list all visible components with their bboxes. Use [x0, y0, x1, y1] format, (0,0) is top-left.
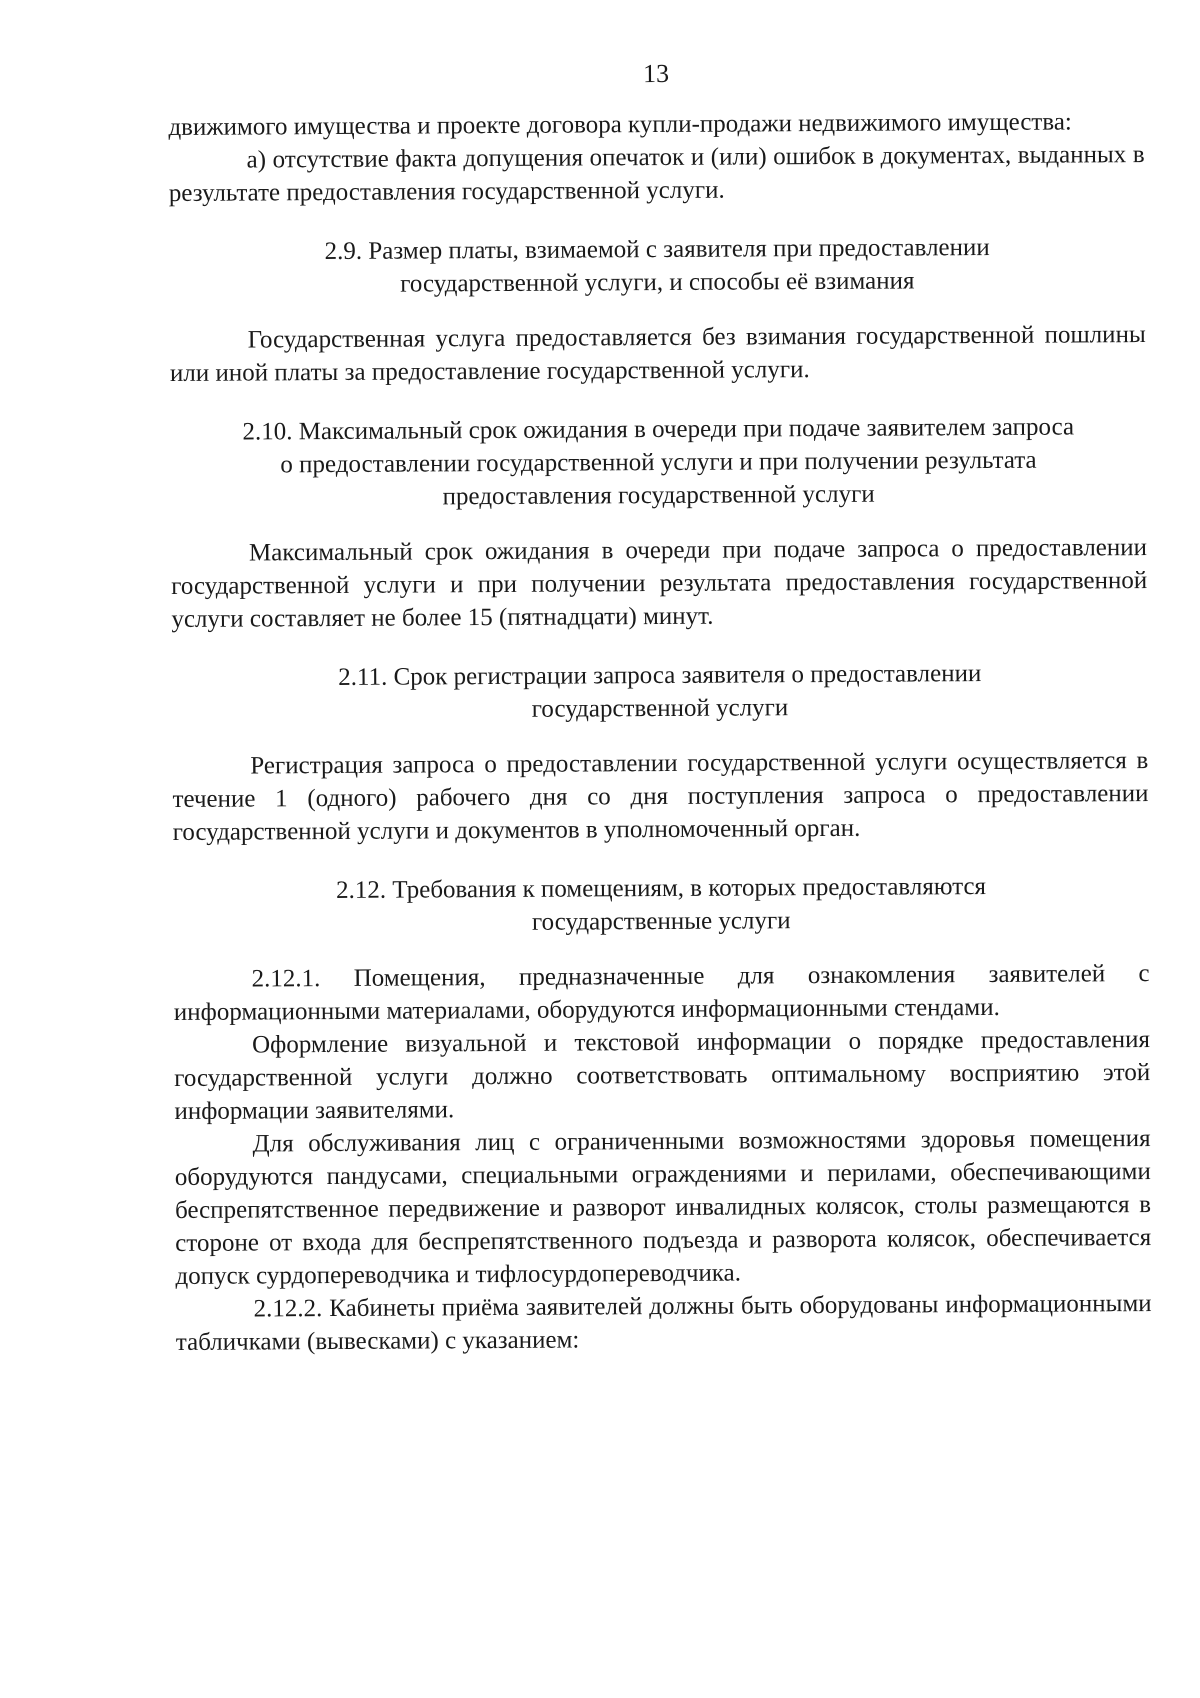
section-heading-2-9 [229, 230, 1085, 301]
document-body [168, 54, 1152, 1359]
heading-line: государственной услуги, и способы её взимания [400, 267, 915, 298]
paragraph-2-11: Регистрация запроса о предоставлении государственной услуги осуществляется в течение 1 (одного) рабочего дня со дня поступления запроса о предоставлении государственной услуги и документов в уполномоченный орган. [172, 747, 1149, 846]
heading-line: государственной услуги [531, 694, 789, 723]
heading-line: 2.11. Срок регистрации запроса заявителя о предоставлении [338, 660, 982, 691]
page-number: 13 [643, 58, 670, 89]
heading-line: 2.12. Требования к помещениям, в которых предоставляются [336, 873, 987, 904]
heading-line: 2.9. Размер платы, взимаемой с заявителя при предоставлении [324, 233, 990, 266]
paragraph-intro: движимого имущества и проекте договора купли-продажи недвижимого имущества: [168, 108, 1072, 141]
heading-line: 2.10. Максимальный срок ожидания в очереди при подаче заявителем запроса [242, 413, 1075, 446]
paragraph-2-9: Государственная услуга предоставляется без взимания государственной пошлины или иной платы за предоставление государственной услуги. [169, 321, 1146, 387]
paragraph-2-12-1: 2.12.1. Помещения, предназначенные для ознакомления заявителей с информационными материалами, оборудуются информационными стендами. [173, 960, 1150, 1026]
paragraph-accessibility: Для обслуживания лиц с ограниченными возможностями здоровья помещения оборудуются пандусами, специальными ограждениями и перилами, обеспечивающими беспрепятственное передвижение и разворот инвалидных колясок, столы размещаются в стороне от входа для беспрепятственного подъезда и разворота колясок, обеспечивается допуск сурдопереводчика и тифлосурдопереводчика. [174, 1125, 1152, 1290]
heading-line: предоставления государственной услуги [442, 480, 875, 511]
heading-line: государственные услуги [531, 907, 791, 936]
heading-line: о предоставлении государственной услуги и при получении результата [280, 446, 1037, 479]
paragraph-2-10: Максимальный срок ожидания в очереди при подаче запроса о предоставлении государственной услуги и при получении результата предоставления государственной услуги составляет не более 15 (пятнадцати) минут. [171, 534, 1148, 633]
paragraph-2-12-2: 2.12.2. Кабинеты приёма заявителей должны быть оборудованы информационными табличками (вывесками) с указанием: [175, 1290, 1152, 1356]
section-heading-2-12 [233, 869, 1089, 940]
section-heading-2-10 [230, 410, 1087, 514]
section-heading-2-11 [232, 656, 1088, 727]
paragraph-a: а) отсутствие факта допущения опечаток и (или) ошибок в документах, выданных в результате предоставления государственной услуги. [168, 141, 1145, 207]
paragraph-design: Оформление визуальной и текстовой информации о порядке предоставления государственной услуги должно соответствовать оптимальному восприятию этой информации заявителями. [174, 1026, 1151, 1125]
